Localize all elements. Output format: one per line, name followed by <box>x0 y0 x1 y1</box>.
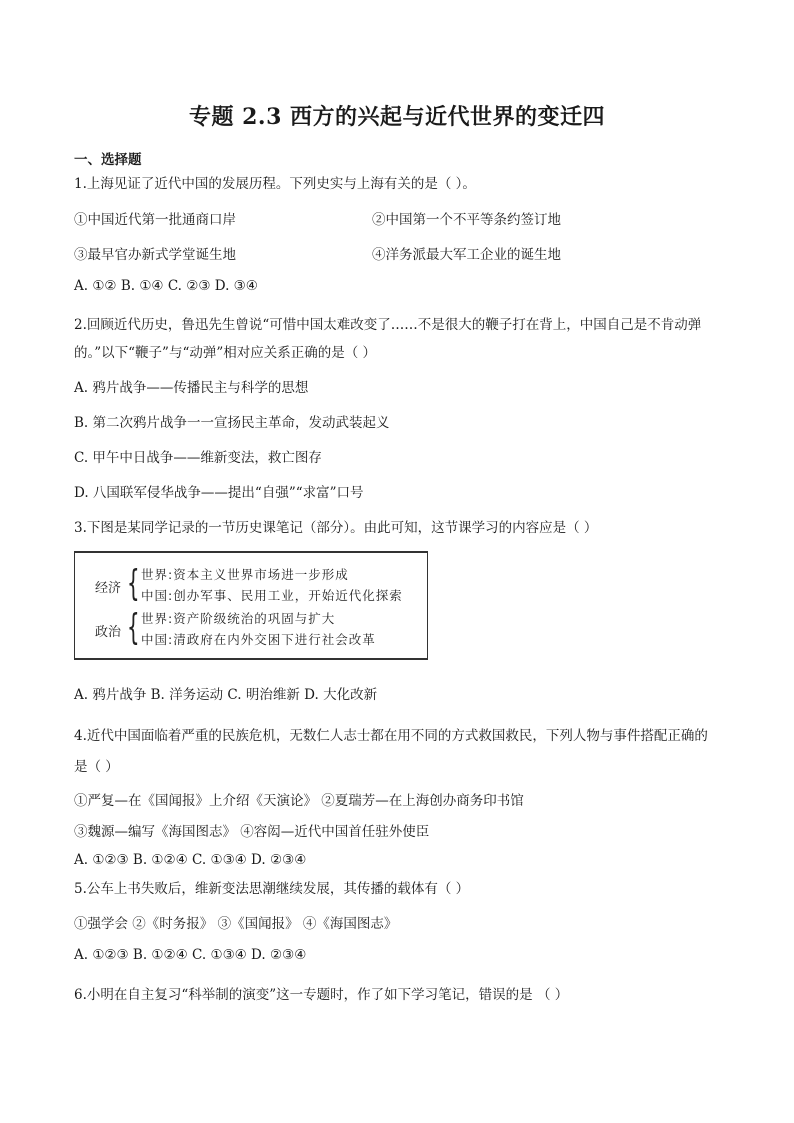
q4-items-line-2: ③魏源—编写《海国图志》 ④容闳—近代中国首任驻外使臣 <box>74 824 430 840</box>
q4-items-line-1: ①严复—在《国闻报》上介绍《天演论》 ②夏瑞芳—在上海创办商务印书馆 <box>74 793 524 809</box>
q2-option-d: D. 八国联军侵华战争——提出“自强”“求富”口号 <box>74 485 364 501</box>
q6-stem: 6.小明在自主复习“科举制的演变”这一专题时，作了如下学习笔记，错误的是 （ ） <box>74 987 569 1003</box>
q1-stem: 1.上海见证了近代中国的发展历程。下列史实与上海有关的是（ ）。 <box>74 176 476 192</box>
politics-brace-icon: { <box>127 607 140 648</box>
notes-economy-china: 中国:创办军事、民用工业，开始近代化探索 <box>141 588 403 603</box>
notes-politics-world: 世界:资产阶级统治的巩固与扩大 <box>141 611 336 626</box>
q2-stem-line-2: 的。”以下“鞭子”与“动弹”相对应关系正确的是（ ） <box>74 345 377 361</box>
notes-politics-label: 政治 <box>95 625 122 640</box>
q1-statement-4: ④洋务派最大军工企业的诞生地 <box>372 247 561 263</box>
notes-economy-world: 世界:资本主义世界市场进一步形成 <box>141 567 349 582</box>
q3-stem: 3.下图是某同学记录的一节历史课笔记（部分）。由此可知，这节课学习的内容应是（ ） <box>74 520 598 536</box>
economy-brace-icon: { <box>127 563 140 604</box>
q4-options: A. ①②③ B. ①②④ C. ①③④ D. ②③④ <box>74 852 307 868</box>
q1-statement-3: ③最早官办新式学堂诞生地 <box>74 247 236 263</box>
page-title: 专题 2.3 西方的兴起与近代世界的变迁四 <box>188 104 606 130</box>
q2-stem-line-1: 2.回顾近代历史，鲁迅先生曾说“可惜中国太难改变了……不是很大的鞭子打在背上，中国自己是不肯动弹 <box>74 317 702 333</box>
q1-options: A. ①② B. ①④ C. ②③ D. ③④ <box>74 278 258 294</box>
notes-politics-china: 中国:清政府在内外交困下进行社会改革 <box>141 632 376 647</box>
q2-option-b: B. 第二次鸦片战争一一宣扬民主革命，发动武装起义 <box>74 415 390 431</box>
history-notes-figure <box>74 551 428 660</box>
q3-options: A. 鸦片战争 B. 洋务运动 C. 明治维新 D. 大化改新 <box>74 687 378 703</box>
q2-option-c: C. 甲午中日战争——维新变法，救亡图存 <box>74 450 322 466</box>
q4-stem-line-2: 是（ ） <box>74 759 119 775</box>
q1-statement-2: ②中国第一个不平等条约签订地 <box>372 212 561 228</box>
q5-options: A. ①②③ B. ①②④ C. ①③④ D. ②③④ <box>74 947 307 963</box>
q5-stem: 5.公车上书失败后，维新变法思潮继续发展，其传播的载体有（ ） <box>74 881 470 897</box>
q4-stem-line-1: 4.近代中国面临着严重的民族危机，无数仁人志士都在用不同的方式救国救民，下列人物与事件搭配正确的 <box>74 728 708 744</box>
q2-option-a: A. 鸦片战争——传播民主与科学的思想 <box>74 380 309 396</box>
section-heading: 一、选择题 <box>74 152 142 168</box>
q5-items: ①强学会 ②《时务报》 ③《国闻报》 ④《海国图志》 <box>74 916 398 932</box>
q1-statement-1: ①中国近代第一批通商口岸 <box>74 212 236 228</box>
notes-economy-label: 经济 <box>95 581 122 596</box>
